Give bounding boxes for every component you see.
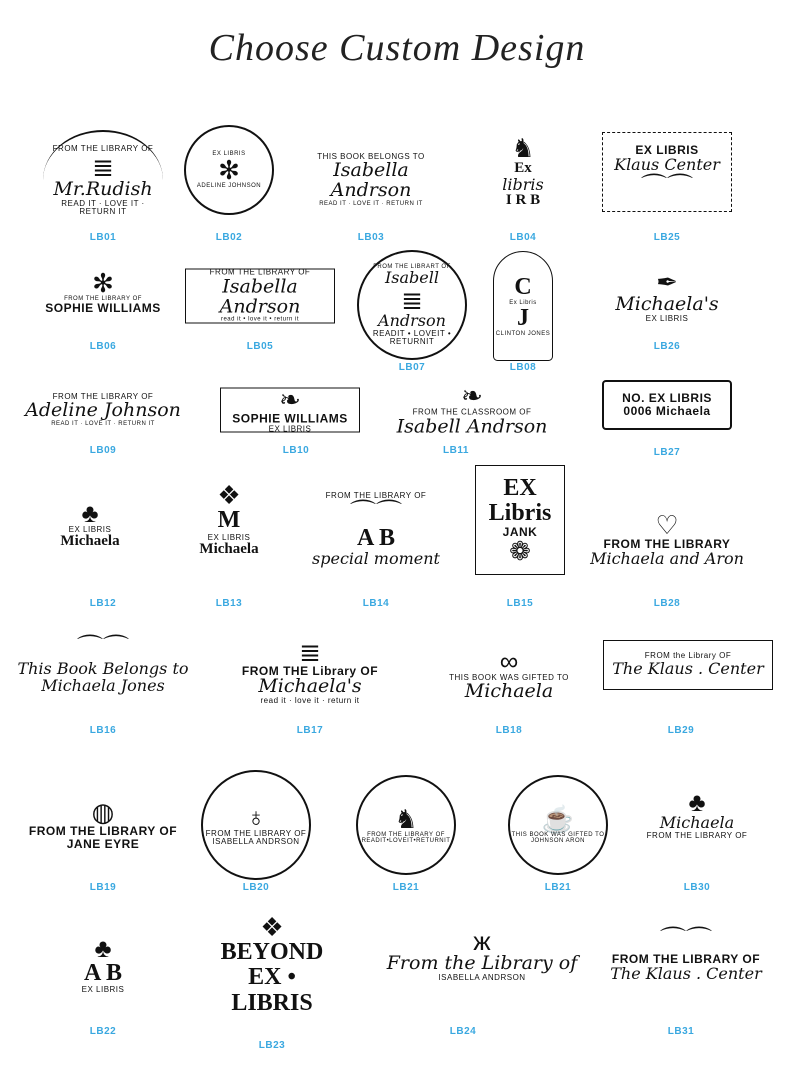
cat-books-icon: ♣: [81, 497, 99, 528]
design-lb20[interactable]: [201, 770, 311, 880]
design-text: READ IT · LOVE IT · RETURN IT: [319, 200, 423, 207]
quill-icon: ✒: [656, 266, 678, 297]
design-code-label: LB12: [89, 598, 117, 609]
design-text: ADELINE JOHNSON: [196, 183, 262, 189]
design-lb05[interactable]: [185, 269, 335, 324]
design-lb06[interactable]: [43, 252, 163, 332]
design-text: Andrson: [378, 310, 446, 330]
design-text: FROM THE LIBRARY OF: [611, 952, 761, 967]
design-code-label: LB18: [495, 725, 523, 736]
design-lb16[interactable]: [13, 630, 193, 700]
design-text: FROM THE LIBRARY OF: [367, 831, 445, 838]
books-icon: ≣: [299, 636, 321, 667]
design-text: libris: [502, 174, 544, 194]
design-lb29[interactable]: [603, 640, 773, 690]
design-text: Ex Libris: [509, 299, 537, 306]
design-text: READIT • LOVEIT • RETURNIT: [372, 328, 452, 346]
design-lb23[interactable]: [207, 900, 337, 1030]
design-text: FROM the Library OF: [644, 651, 732, 661]
design-text: READ IT · LOVE IT · RETURN IT: [51, 421, 155, 428]
design-text: The Klaus . Center: [610, 963, 762, 983]
design-lb21[interactable]: [508, 775, 608, 875]
design-lb27[interactable]: [602, 380, 732, 430]
design-lb09[interactable]: [18, 385, 188, 435]
design-lb14[interactable]: [306, 470, 446, 590]
design-text: Isabell Andrson: [396, 415, 548, 438]
design-text: FROM THE CLASSROOM OF: [412, 407, 532, 417]
design-text: Isabella Andrson: [219, 275, 301, 318]
page-title: Choose Custom Design: [208, 27, 586, 69]
design-text: Libris: [488, 499, 552, 526]
books-quill-icon: ≣: [401, 284, 423, 315]
design-text: Isabell: [384, 267, 439, 287]
leaf-icon: ❧: [461, 380, 483, 411]
design-lb04[interactable]: [478, 127, 568, 217]
design-lb31[interactable]: [601, 920, 771, 990]
design-code-label: LB14: [362, 598, 390, 609]
design-text: SOPHIE WILLIAMS: [45, 300, 161, 315]
design-text: FROM THE LIBRARY OF: [205, 828, 307, 838]
monogram-icon: ❖: [260, 912, 284, 943]
design-text: FROM THE LIBRARY OF: [325, 490, 427, 500]
owl-icon: ♞: [511, 132, 535, 163]
design-lb28[interactable]: [582, 500, 752, 580]
design-text: Michaela: [199, 540, 259, 557]
planet-icon: ♁: [246, 801, 266, 832]
open-book-icon: ⌒⌒: [76, 633, 129, 664]
design-code-label: LB28: [653, 598, 681, 609]
design-code-label: LB08: [509, 362, 537, 373]
design-text: FROM THE LIBRART OF: [373, 263, 451, 270]
design-code-label: LB03: [357, 232, 385, 243]
design-text: Ex: [514, 159, 532, 176]
design-text: From the Library of: [386, 951, 578, 974]
design-text: This Book Belongs to: [17, 659, 189, 679]
butterfly-icon: ж: [473, 925, 491, 956]
design-code-label: LB21: [392, 882, 420, 893]
books-icon: ≣: [92, 151, 114, 182]
design-text: ISABELLA ANDRSON: [212, 837, 300, 846]
open-book-heart-icon: ♡: [655, 510, 679, 541]
design-lb17[interactable]: [225, 637, 395, 707]
design-text: FROM THE LIBRARY OF: [209, 267, 311, 277]
design-lb11[interactable]: [387, 380, 557, 438]
design-text: NO. EX LIBRIS: [622, 391, 712, 406]
bee-icon: ✻: [218, 155, 240, 185]
design-text: Michaela: [60, 533, 120, 550]
design-code-label: LB20: [242, 882, 270, 893]
design-code-label: LB25: [653, 232, 681, 243]
design-lb12[interactable]: [35, 470, 145, 580]
design-text: Isabella Andrson: [330, 159, 412, 202]
design-text: JANE EYRE: [66, 837, 140, 851]
design-code-label: LB16: [89, 725, 117, 736]
design-code-label: LB17: [296, 725, 324, 736]
cat-books-icon: ♣: [94, 933, 112, 964]
design-lb08[interactable]: [493, 251, 553, 361]
globe-icon: ◍: [91, 797, 115, 828]
design-code-label: LB24: [449, 1026, 477, 1037]
design-text: Michaela: [464, 680, 554, 703]
glasses-books-icon: ∞: [499, 645, 519, 676]
design-code-label: LB10: [282, 445, 310, 456]
design-code-label: LB05: [246, 341, 274, 352]
design-text: special moment: [312, 549, 440, 569]
design-text: Michaela and Aron: [590, 548, 744, 568]
design-code-label: LB23: [258, 1040, 286, 1051]
design-text: ISABELLA ANDRSON: [438, 972, 526, 982]
design-code-label: LB22: [89, 1026, 117, 1037]
design-lb02[interactable]: [184, 125, 274, 215]
design-text: The Klaus . Center: [612, 658, 764, 678]
design-lb07[interactable]: [357, 250, 467, 360]
design-text: Klaus Center: [614, 154, 720, 174]
design-text: Michaela: [659, 813, 735, 833]
design-text: THIS BOOK WAS GIFTED TO: [511, 831, 605, 838]
design-text: A B: [83, 960, 122, 987]
monogram-icon: ❖: [217, 480, 241, 511]
design-text: CLINTON JONES: [495, 331, 551, 338]
design-text: EX LIBRIS: [645, 313, 689, 323]
design-text: READ IT · LOVE IT · RETURN IT: [61, 198, 145, 217]
design-text: JANK: [502, 524, 538, 539]
design-lb22[interactable]: [48, 910, 158, 1020]
design-text: Adeline Johnson: [25, 399, 181, 422]
design-text: THIS BOOK BELONGS TO: [317, 151, 425, 161]
design-text: EX LIBRIS: [212, 150, 246, 157]
design-code-label: LB01: [89, 232, 117, 243]
design-text: THIS BOOK WAS GIFTED TO: [449, 672, 569, 682]
design-lb24[interactable]: [382, 915, 582, 995]
design-text: 0006 Michaela: [623, 404, 711, 418]
design-lb18[interactable]: [444, 635, 574, 715]
coffee-books-icon: ☕: [541, 803, 575, 834]
design-text: EX LIBRIS: [207, 532, 251, 542]
design-text: read it • love it • return it: [220, 316, 300, 323]
design-text: FROM THE LIBRARY: [603, 537, 731, 552]
design-code-label: LB31: [667, 1026, 695, 1037]
design-code-label: LB26: [653, 341, 681, 352]
open-book-icon: ⌒⌒: [349, 498, 402, 529]
design-code-label: LB13: [215, 598, 243, 609]
design-text: C: [514, 273, 532, 300]
design-code-label: LB06: [89, 341, 117, 352]
design-code-label: LB27: [653, 447, 681, 458]
design-text: FROM THE LIBRARY OF: [52, 144, 154, 154]
design-text: Michaela's: [258, 675, 362, 698]
design-text: FROM THE LIBRARY OF: [64, 295, 142, 302]
bee-icon: ✻: [92, 267, 114, 298]
design-lb25[interactable]: [602, 132, 732, 212]
design-code-label: LB11: [443, 445, 469, 456]
design-text: EX LIBRIS: [268, 424, 312, 434]
design-text: J: [517, 305, 529, 331]
design-text: Michaela's: [615, 292, 719, 315]
design-text: READIT•LOVEIT•RETURNIT: [361, 838, 451, 844]
design-code-label: LB15: [506, 598, 534, 609]
design-text: EX LIBRIS: [68, 524, 112, 534]
design-code-label: LB04: [509, 232, 537, 243]
design-text: FROM THE LIBRARY OF: [646, 831, 748, 841]
design-lb10[interactable]: [220, 384, 360, 434]
design-lb03[interactable]: [296, 150, 446, 210]
design-code-label: LB30: [683, 882, 711, 893]
design-code-label: LB19: [89, 882, 117, 893]
design-lb19[interactable]: [28, 765, 178, 885]
design-text: FROM THE LIBRARY OF: [28, 824, 178, 839]
design-text: Michaela Jones: [41, 676, 165, 695]
design-text: M: [217, 507, 241, 534]
design-lb01[interactable]: [43, 130, 163, 230]
open-book-icon: ⌒⌒: [659, 925, 712, 956]
design-text: EX LIBRIS: [81, 985, 125, 995]
design-code-label: LB02: [215, 232, 243, 243]
design-text: FROM THE LIBRARY OF: [52, 391, 154, 401]
ornament-icon: ❁: [509, 536, 531, 567]
design-text: I R B: [505, 192, 541, 209]
design-text: EX LIBRIS: [635, 143, 699, 158]
design-text: FROM THE Library OF: [241, 663, 379, 678]
design-lb15[interactable]: [475, 465, 565, 575]
design-code-label: LB07: [398, 362, 426, 373]
design-text: EX • LIBRIS: [231, 964, 313, 1016]
owl-icon: ♞: [394, 803, 418, 834]
design-code-label: LB09: [89, 445, 117, 456]
design-lb26[interactable]: [592, 266, 742, 326]
design-lb13[interactable]: [174, 470, 284, 570]
design-text: Mr.Rudish: [53, 177, 153, 200]
design-lb30[interactable]: [642, 755, 752, 875]
open-book-icon: ⌒⌒: [640, 171, 693, 202]
design-text: SOPHIE WILLIAMS: [232, 411, 348, 426]
design-text: A B: [356, 525, 395, 552]
leaf-icon: ❧: [279, 384, 301, 415]
design-text: JOHNSON ARON: [530, 838, 585, 844]
design-text: BEYOND: [220, 939, 324, 966]
cat-books-icon: ♣: [688, 787, 706, 818]
design-text: read it · love it · return it: [260, 696, 360, 706]
design-code-label: LB29: [667, 725, 695, 736]
design-code-label: LB21: [544, 882, 572, 893]
design-lb21[interactable]: [356, 775, 456, 875]
design-text: EX: [503, 474, 537, 501]
